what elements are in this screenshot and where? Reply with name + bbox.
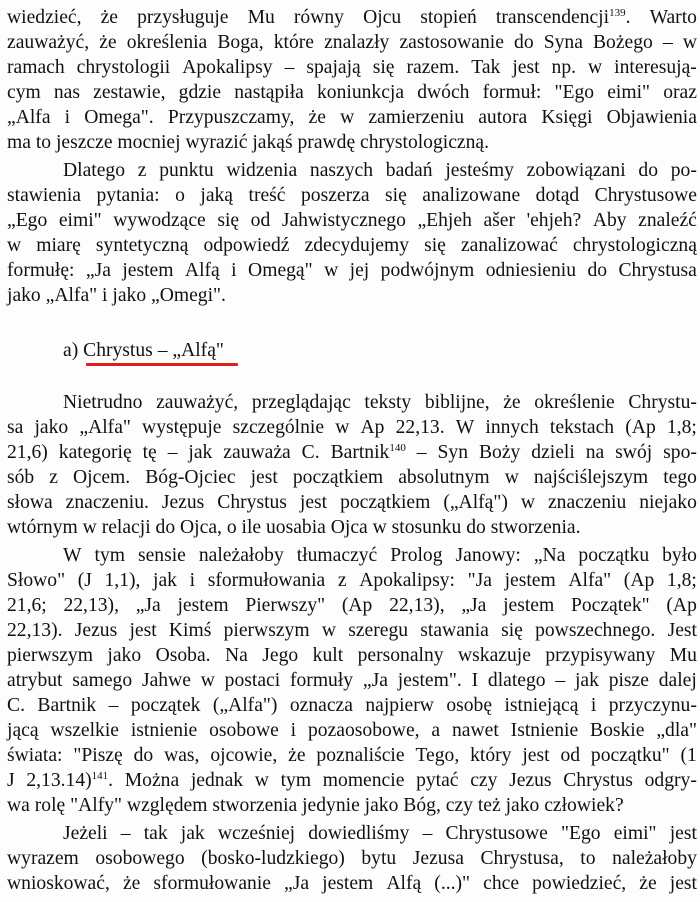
text-line: Dlatego z punktu widzenia naszych badań jesteśmy zobowiązani do po- [63, 160, 697, 181]
footnote-marker: 141 [91, 770, 109, 782]
text-line: zauważyć, że określenia Boga, które znalazły zastosowanie do Syna Bożego – w [7, 32, 697, 53]
text-line: Jeżeli – tak jak wcześniej dowiedliśmy – Chrystusowe "Ego eimi" jest [63, 823, 697, 844]
text-line: w miarę syntetyczną odpowiedź zdecydujemy się zanalizować chrystologiczną [7, 235, 697, 256]
section-subheading: a) Chrystus – „Alfą" [63, 340, 224, 361]
text-line: wtórnym w relacji do Ojca, o ile uosabia Ojca w stosunku do stworzenia. [7, 517, 581, 538]
text-line: wyrazem osobowego (bosko-ludzkiego) bytu Jezusa Chrystusa, to należałoby [7, 848, 697, 869]
text-line: wnioskować, że sformułowanie „Ja jestem Alfą (...)" chce powiedzieć, że jest [7, 873, 697, 894]
text-line: atrybut samego Jahwe w postaci formuły „Ja jestem". I dlatego – jak pisze dalej [7, 670, 697, 691]
text-line: wiedzieć, że przysługuje Mu równy Ojcu stopień transcendencji$^{139}$. Warto [7, 7, 697, 28]
text-line: ma to jeszcze mocniej wyrazić jakąś prawdę chrystologiczną. [7, 132, 490, 153]
text-line: 21,6; 22,13), „Ja jestem Pierwszy" (Ap 22,13), „Ja jestem Początek" (Ap [7, 595, 697, 616]
text-line: sa jako „Alfa" występuje szczególnie w Ap 22,13. W innych tekstach (Ap 1,8; [7, 417, 697, 438]
text-line: ramach chrystologii Apokalipsy – spajają się razem. Tak jest np. w interesują- [7, 57, 697, 78]
text-line: J 2,13.14)$^{141}$. Można jednak w tym momencie pytać czy Jezus Chrystus odgry- [7, 770, 697, 791]
text-line: jącą wszelkie istnienie osobowe i pozaosobowe, a nawet Istnienie Boskie „dla" [7, 720, 697, 741]
text-line: „Alfa i Omega". Przypuszczamy, że w zamierzeniu autora Księgi Objawienia [7, 107, 697, 128]
text-line: stawienia pytania: o jaką treść poszerza się analizowane dotąd Chrystusowe [7, 185, 697, 206]
text-line: wa rolę "Alfy" względem stworzenia jedynie jako Bóg, czy też jako człowiek? [7, 795, 624, 816]
footnote-marker: 140 [389, 442, 406, 454]
text-line: jako „Alfa" i jako „Omegi". [7, 285, 226, 306]
red-underline-mark [86, 363, 238, 366]
text-line: C. Bartnik – początek („Alfa") oznacza najpierw osobę istniejącą i przyczynu- [7, 695, 697, 716]
text-line: świata: "Piszę do was, ojcowie, że poznaliście Tego, który jest od początku" (1 [7, 745, 697, 766]
text-line: cym nas zestawie, gdzie nastąpiła koniunkcja dwóch formuł: "Ego eimi" oraz [7, 82, 697, 103]
text-line: sób z Ojcem. Bóg-Ojciec jest początkiem absolutnym w najściślejszym tego [7, 467, 697, 488]
text-line: Nietrudno zauważyć, przeglądając teksty biblijne, że określenie Chrystu- [63, 392, 697, 413]
text-line: Słowo" (J 1,1), jak i sformułowania z Apokalipsy: "Ja jestem Alfa" (Ap 1,8; [7, 570, 697, 591]
footnote-marker: 139 [609, 7, 626, 19]
text-line: 21,6) kategorię tę – jak zauważa C. Bartnik$^{140}$ – Syn Boży dzieli na swój spo- [7, 442, 697, 463]
text-line: 22,13). Jezus jest Kimś pierwszym w szeregu stawania się powszechnego. Jest [7, 620, 697, 641]
text-line: „Ego eimi" wywodzące się od Jahwistycznego „Ehjeh ašer 'ehjeh? Aby znaleźć [7, 210, 697, 231]
text-line: W tym sensie należałoby tłumaczyć Prolog Janowy: „Na początku było [63, 545, 697, 566]
text-line: słowa znaczeniu. Jezus Chrystus jest początkiem („Alfą") w znaczeniu niejako [7, 492, 697, 513]
text-line: formułę: „Ja jestem Alfą i Omegą" w jej podwójnym odniesieniu do Chrystusa [7, 260, 697, 281]
text-line: pierwszym jako Osoba. Na Jego kult personalny wskazuje przypisywany Mu [7, 645, 697, 666]
